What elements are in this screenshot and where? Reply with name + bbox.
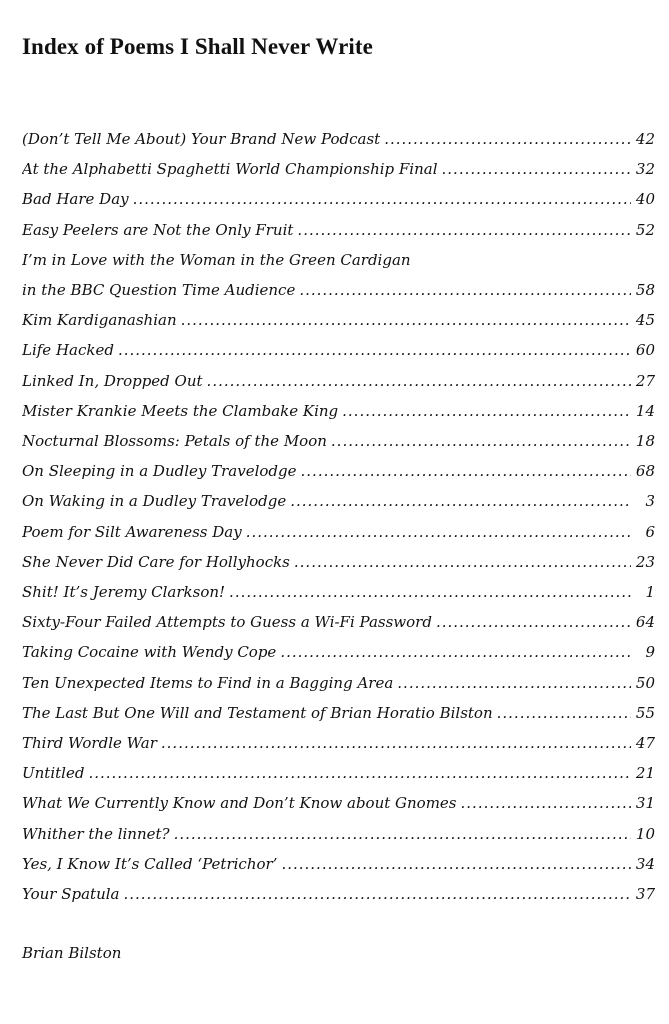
- page-number: 27: [635, 371, 655, 390]
- poem-title: Kim Kardiganashian: [22, 311, 177, 330]
- poem-title: Bad Hare Day: [22, 190, 129, 209]
- dot-leader: [397, 668, 631, 698]
- dot-leader: [297, 215, 631, 245]
- index-entry: [22, 396, 655, 426]
- poem-title: She Never Did Care for Hollyhocks: [22, 552, 290, 571]
- author-signature: Brian Bilston: [22, 944, 122, 962]
- poem-title: Nocturnal Blossoms: Petals of the Moon: [22, 432, 327, 451]
- index-entry: [22, 486, 655, 516]
- dot-leader: [181, 305, 631, 335]
- poem-title: I’m in Love with the Woman in the Green Cardigan: [22, 250, 411, 269]
- dot-leader: [229, 577, 631, 607]
- poem-title: Whither the linnet?: [22, 824, 170, 843]
- index-entry: [22, 668, 655, 698]
- page-title: Index of Poems I Shall Never Write: [22, 34, 373, 59]
- page-number: 47: [635, 734, 655, 753]
- index-entry: [22, 577, 655, 607]
- poem-title: Taking Cocaine with Wendy Cope: [22, 643, 277, 662]
- poem-title: in the BBC Question Time Audience: [22, 281, 296, 300]
- index-entry: [22, 154, 655, 184]
- index-entry: [22, 758, 655, 788]
- index-entry: [22, 215, 655, 245]
- poem-title: Poem for Silt Awareness Day: [22, 522, 242, 541]
- page-number: 55: [635, 703, 655, 722]
- dot-leader: [174, 819, 631, 849]
- page-number: 68: [635, 462, 655, 481]
- page-number: 21: [635, 764, 655, 783]
- page-number: 1: [645, 583, 655, 602]
- page-number: 37: [635, 885, 655, 904]
- dot-leader: [436, 607, 631, 637]
- poem-title: On Waking in a Dudley Travelodge: [22, 492, 287, 511]
- dot-leader: [331, 426, 631, 456]
- dot-leader: [118, 335, 631, 365]
- poem-title: On Sleeping in a Dudley Travelodge: [22, 462, 297, 481]
- dot-leader: [246, 517, 631, 547]
- index-entry: [22, 728, 655, 758]
- index-entry: [22, 819, 655, 849]
- poem-title: Life Hacked: [22, 341, 114, 360]
- index-entry: [22, 426, 655, 456]
- index-entry: [22, 637, 655, 667]
- page-number: 58: [635, 281, 655, 300]
- dot-leader: [280, 637, 631, 667]
- dot-leader: [161, 728, 631, 758]
- poem-title: Third Wordle War: [22, 734, 157, 753]
- page-number: 6: [645, 522, 655, 541]
- dot-leader: [442, 154, 631, 184]
- page-number: 31: [635, 794, 655, 813]
- index-entry: [22, 607, 655, 637]
- poem-title: (Don’t Tell Me About) Your Brand New Podcast: [22, 130, 381, 148]
- poem-title: At the Alphabetti Spaghetti World Championship Final: [22, 160, 438, 179]
- index-entry: [22, 184, 655, 214]
- index-entry: [22, 547, 655, 577]
- dot-leader: [123, 879, 631, 909]
- poem-title: Linked In, Dropped Out: [22, 371, 203, 390]
- page-number: 9: [645, 643, 655, 662]
- dot-leader: [497, 698, 631, 728]
- page-number: 23: [635, 552, 655, 571]
- poem-title: The Last But One Will and Testament of Brian Horatio Bilston: [22, 703, 493, 722]
- page-number: 60: [635, 341, 655, 360]
- index-entry: [22, 698, 655, 728]
- dot-leader: [207, 366, 631, 396]
- page-number: 18: [635, 432, 655, 451]
- poem-title: Ten Unexpected Items to Find in a Bagging Area: [22, 673, 394, 692]
- page-number: 52: [635, 220, 655, 239]
- dot-leader: [294, 547, 631, 577]
- poem-title: What We Currently Know and Don’t Know about Gnomes: [22, 794, 457, 813]
- poem-title: Easy Peelers are Not the Only Fruit: [22, 220, 294, 239]
- dot-leader: [281, 849, 631, 879]
- dot-leader: [342, 396, 631, 426]
- poem-title: Mister Krankie Meets the Clambake King: [22, 401, 339, 420]
- index-entry: [22, 788, 655, 818]
- index-entry: [22, 517, 655, 547]
- page-number: 10: [635, 824, 655, 843]
- page-number: 32: [635, 160, 655, 179]
- page-number: 14: [635, 401, 655, 420]
- page-number: 34: [635, 854, 655, 873]
- dot-leader: [384, 124, 631, 154]
- index-entry: [22, 305, 655, 335]
- dot-leader: [290, 486, 631, 516]
- page-number: 64: [635, 613, 655, 632]
- index-entry: [22, 456, 655, 486]
- index-entry: [22, 366, 655, 396]
- page-number: 45: [635, 311, 655, 330]
- dot-leader: [461, 788, 631, 818]
- index-entry: [22, 245, 655, 275]
- page-number: 50: [635, 673, 655, 692]
- dot-leader: [88, 758, 631, 788]
- poem-title: Sixty-Four Failed Attempts to Guess a Wi-Fi Password: [22, 613, 432, 632]
- poem-title: Yes, I Know It’s Called ‘Petrichor’: [22, 854, 278, 873]
- poem-title: Untitled: [22, 764, 85, 783]
- index-entry: [22, 849, 655, 879]
- page-number: 3: [645, 492, 655, 511]
- index-entry: [22, 124, 655, 154]
- poem-title: Shit! It’s Jeremy Clarkson!: [22, 583, 226, 602]
- page-number: 40: [635, 190, 655, 209]
- index-entry: [22, 879, 655, 909]
- page-number: 42: [635, 130, 655, 148]
- poem-title: Your Spatula: [22, 885, 120, 904]
- dot-leader: [301, 456, 631, 486]
- index-entry: [22, 275, 655, 305]
- index-entry: [22, 335, 655, 365]
- poem-index-list: [22, 124, 655, 909]
- dot-leader: [133, 184, 631, 214]
- dot-leader: [299, 275, 631, 305]
